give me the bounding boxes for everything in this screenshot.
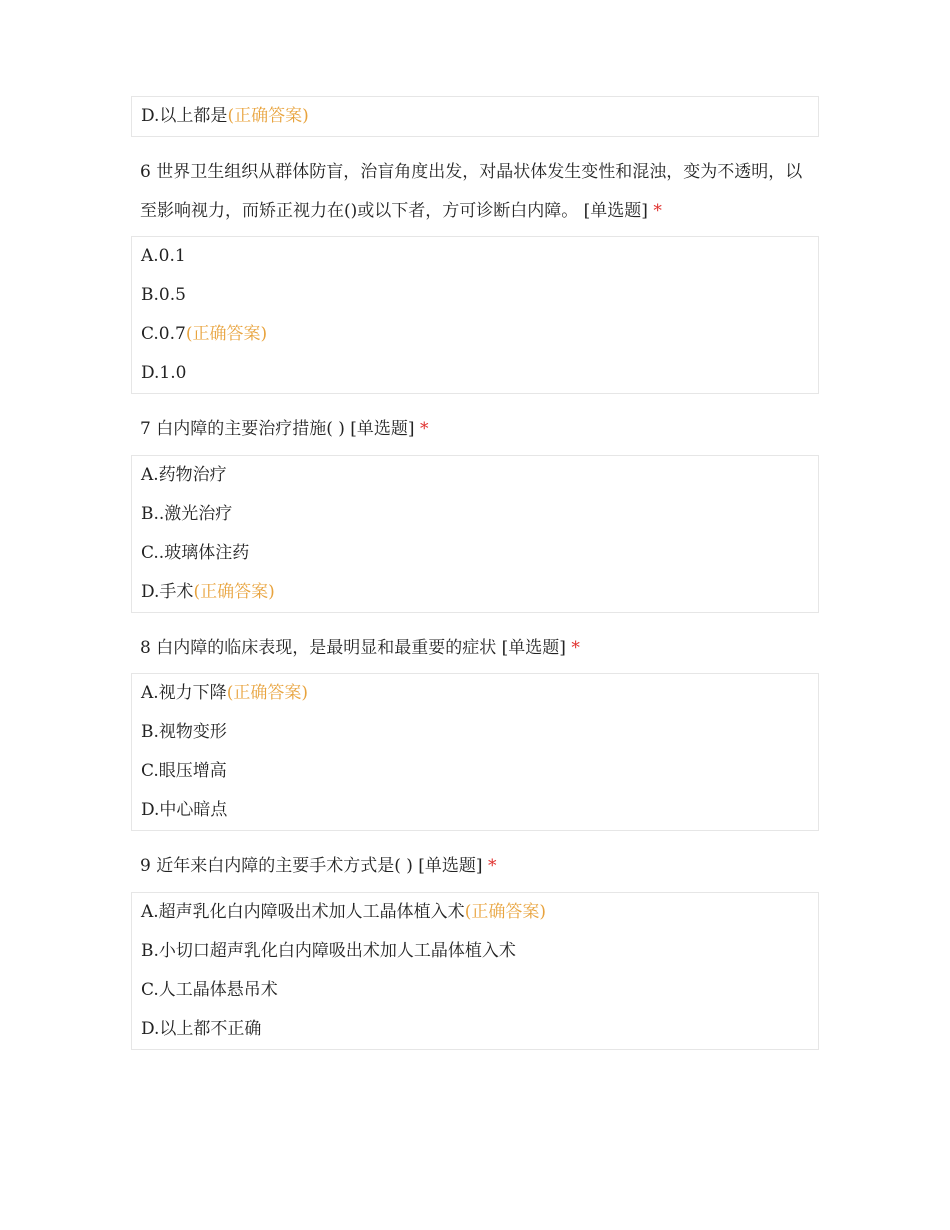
q6-options	[131, 236, 819, 394]
question-text	[131, 627, 819, 668]
option-q6-d	[141, 354, 818, 393]
option-q7-c	[141, 534, 818, 573]
question-8	[131, 627, 819, 668]
option-label: D.以上都不正确	[141, 1018, 262, 1039]
option-label: B..激光治疗	[141, 503, 233, 524]
option-q9-d	[141, 1010, 818, 1049]
option-label: C..玻璃体注药	[141, 542, 250, 563]
option-q7-b	[141, 495, 818, 534]
q5-options	[131, 96, 819, 137]
question-text	[131, 845, 819, 886]
option-label: B.视物变形	[141, 722, 227, 742]
option-label: B.小切口超声乳化白内障吸出术加人工晶体植入术	[141, 940, 516, 961]
question-stem: 8 白内障的临床表现，是最明显和最重要的症状	[140, 637, 497, 658]
option-label: A.0.1	[141, 246, 186, 266]
option-q6-a	[141, 237, 818, 276]
option-label: B.0.5	[141, 285, 186, 305]
required-mark: *	[653, 200, 662, 221]
option-q7-a	[141, 456, 818, 495]
question-7	[131, 408, 819, 449]
question-type-tag: [单选题]	[583, 200, 648, 221]
question-9	[131, 845, 819, 886]
question-type-tag: [单选题]	[350, 419, 415, 439]
option-q8-a	[141, 674, 818, 713]
required-mark: *	[419, 419, 429, 439]
question-text	[131, 408, 819, 449]
option-label: D.手术	[141, 581, 194, 602]
option-label: A.超声乳化白内障吸出术加人工晶体植入术	[141, 901, 465, 922]
option-label: C.0.7	[141, 324, 186, 344]
option-q9-b	[141, 932, 818, 971]
option-q5-d	[141, 97, 818, 136]
option-q9-a	[141, 893, 818, 932]
option-label: C.人工晶体悬吊术	[141, 979, 278, 1000]
required-mark: *	[571, 637, 580, 658]
option-q8-b	[141, 713, 818, 752]
correct-answer-tag: (正确答案)	[185, 324, 268, 344]
correct-answer-tag: (正确答案)	[464, 901, 546, 922]
option-q9-c	[141, 971, 818, 1010]
correct-answer-tag: (正确答案)	[227, 106, 309, 126]
q8-options	[131, 673, 819, 831]
option-label: C.眼压增高	[141, 761, 227, 781]
required-mark: *	[487, 856, 497, 876]
option-label: D.1.0	[141, 363, 187, 383]
question-type-tag: [单选题]	[501, 637, 566, 658]
correct-answer-tag: (正确答案)	[226, 683, 308, 703]
option-q8-d	[141, 791, 818, 830]
q7-options	[131, 455, 819, 613]
question-stem: 9 近年来白内障的主要手术方式是( )	[140, 856, 413, 876]
option-q7-d	[141, 573, 818, 612]
option-q6-b	[141, 276, 818, 315]
option-q8-c	[141, 752, 818, 791]
question-stem: 6 世界卫生组织从群体防盲，治盲角度出发，对晶状体发生变性和混浊，变为不透明，以至影响视力，而矫正视力在()或以下者，方可诊断白内障。	[140, 162, 803, 221]
q9-options	[131, 892, 819, 1050]
question-6	[131, 151, 819, 230]
question-text	[131, 151, 819, 230]
option-label: D.以上都是	[141, 106, 228, 126]
question-type-tag: [单选题]	[418, 856, 483, 876]
quiz-page	[131, 96, 819, 1050]
option-label: A.药物治疗	[141, 464, 227, 485]
question-stem: 7 白内障的主要治疗措施( )	[140, 419, 345, 439]
option-q6-c	[141, 315, 818, 354]
correct-answer-tag: (正确答案)	[193, 581, 275, 602]
option-label: A.视力下降	[141, 683, 227, 703]
option-label: D.中心暗点	[141, 800, 228, 820]
